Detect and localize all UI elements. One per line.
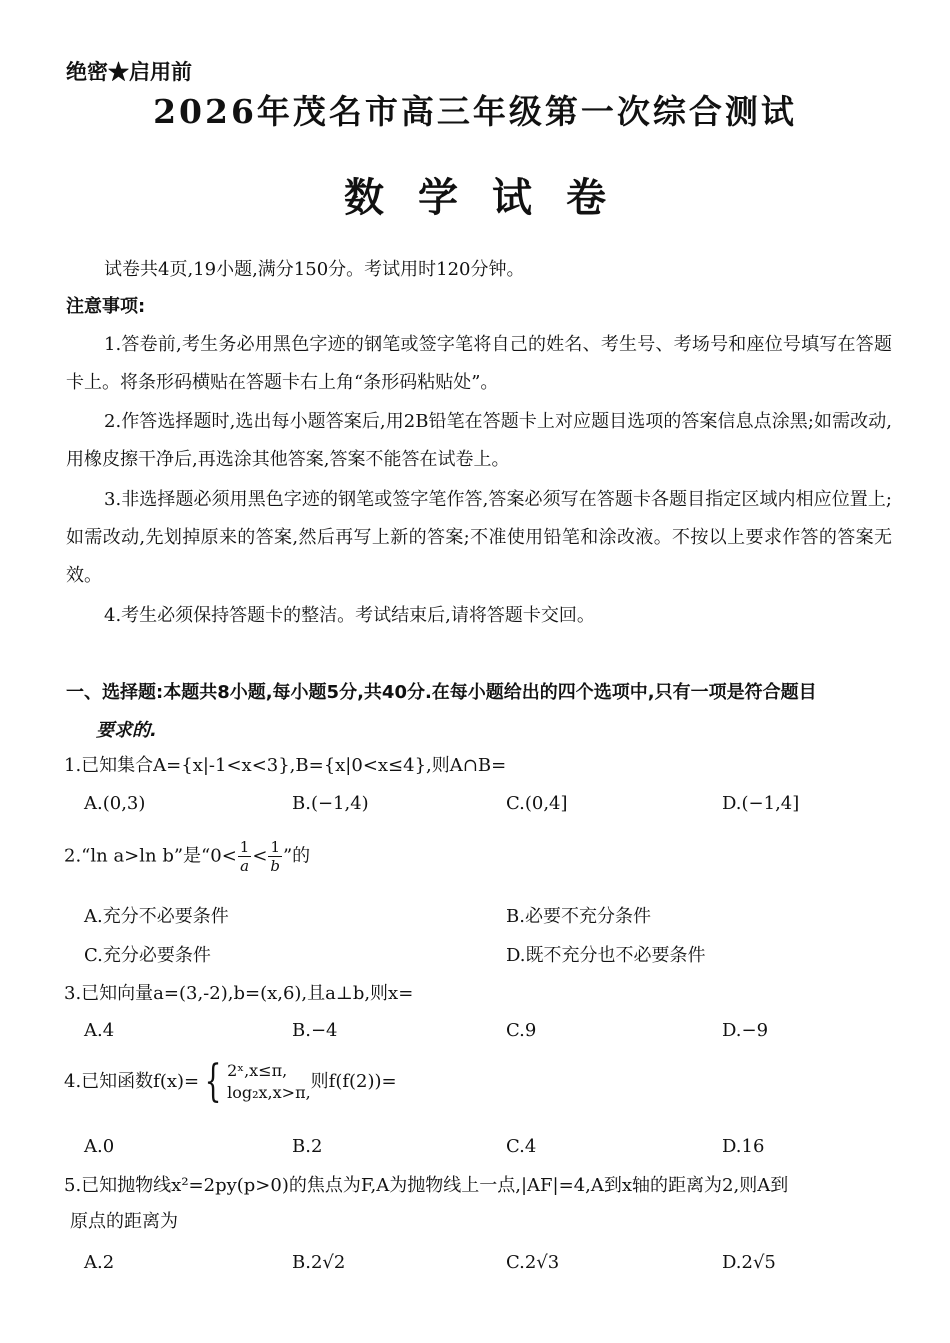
exam-title: 2026年茂名市高三年级第一次综合测试 bbox=[153, 92, 797, 131]
q4-option-b: B.2 bbox=[292, 1136, 323, 1157]
q5-option-c: C.2√3 bbox=[506, 1252, 560, 1273]
note-item: 3.非选择题必须用黑色字迹的钢笔或签字笔作答,答案必须写在答题卡各题目指定区域内相应位置上;如需改动,先划掉原来的答案,然后再写上新的答案;不准使用铅笔和涂改液。不按以上要求作答的答案无效。 bbox=[66, 489, 892, 586]
q5-option-b: B.2√2 bbox=[292, 1252, 346, 1273]
section-heading bbox=[66, 674, 896, 750]
q4-option-c: C.4 bbox=[506, 1136, 537, 1157]
question-1-stem: 1.已知集合A={x|-1<x<3},B={x|0<x≤4},则A∩B= bbox=[64, 755, 507, 776]
q2-option-a: A.充分不必要条件 bbox=[84, 906, 229, 927]
case-2: log₂x,x>π, bbox=[227, 1083, 311, 1102]
q1-option-d: D.(−1,4] bbox=[722, 793, 800, 814]
q4-option-d: D.16 bbox=[722, 1136, 765, 1157]
q3-option-c: C.9 bbox=[506, 1020, 537, 1041]
q2-mid: < bbox=[252, 845, 268, 867]
q1-option-c: C.(0,4] bbox=[506, 793, 568, 814]
question-2-stem bbox=[64, 838, 894, 875]
q5-line2: 原点的距离为 bbox=[70, 1211, 178, 1232]
q3-option-a: A.4 bbox=[84, 1020, 115, 1041]
q5-line1: 5.已知抛物线x²=2py(p>0)的焦点为F,A为抛物线上一点,|AF|=4,A到x轴的距离为2,则A到 bbox=[64, 1175, 789, 1196]
fraction-1-over-a bbox=[238, 838, 252, 875]
q3-option-b: B.−4 bbox=[292, 1020, 338, 1041]
q2-option-c: C.充分必要条件 bbox=[84, 945, 211, 966]
case-1: 2ˣ,x≤π, bbox=[227, 1061, 288, 1080]
question-5-stem bbox=[64, 1168, 894, 1240]
frac-numerator: 1 bbox=[239, 838, 250, 856]
q2-option-b: B.必要不充分条件 bbox=[506, 906, 651, 927]
q3-option-d: D.−9 bbox=[722, 1020, 769, 1041]
section-line1: 一、选择题:本题共8小题,每小题5分,共40分.在每小题给出的四个选项中,只有一项是符合题目 bbox=[66, 682, 817, 703]
piecewise-cases bbox=[227, 1060, 311, 1104]
q4-post: 则f(f(2))= bbox=[310, 1071, 397, 1092]
frac-numerator: 1 bbox=[270, 838, 280, 856]
q4-pre: 4.已知函数f(x)= bbox=[64, 1071, 200, 1092]
note-item: 4.考生必须保持答题卡的整洁。考试结束后,请将答题卡交回。 bbox=[104, 605, 595, 626]
fraction-1-over-b bbox=[268, 838, 282, 875]
note-item: 2.作答选择题时,选出每小题答案后,用2B铅笔在答题卡上对应题目选项的答案信息点涂黑;如需改动,用橡皮擦干净后,再选涂其他答案,答案不能答在试卷上。 bbox=[66, 411, 892, 470]
question-4-stem bbox=[64, 1056, 894, 1107]
question-3-stem: 3.已知向量a=(3,-2),b=(x,6),且a⊥b,则x= bbox=[64, 983, 414, 1004]
q4-option-a: A.0 bbox=[84, 1136, 115, 1157]
frac-denominator: b bbox=[270, 857, 281, 875]
confidential-label: 绝密★启用前 bbox=[66, 59, 192, 84]
section-line2: 要求的. bbox=[96, 720, 157, 741]
q5-option-a: A.2 bbox=[84, 1252, 115, 1273]
subject-title: 数学试卷 bbox=[344, 174, 640, 221]
q1-option-b: B.(−1,4) bbox=[292, 793, 369, 814]
exam-info: 试卷共4页,19小题,满分150分。考试用时120分钟。 bbox=[104, 259, 525, 280]
q2-pre: 2.“ln a>ln b”是“0< bbox=[64, 845, 237, 867]
notes-heading: 注意事项: bbox=[66, 296, 146, 317]
q2-option-d: D.既不充分也不必要条件 bbox=[506, 945, 706, 966]
q2-post: ”的 bbox=[282, 845, 311, 867]
q1-option-a: A.(0,3) bbox=[84, 793, 146, 814]
frac-denominator: a bbox=[240, 857, 250, 875]
q5-option-d: D.2√5 bbox=[722, 1252, 776, 1273]
note-item: 1.答卷前,考生务必用黑色字迹的钢笔或签字笔将自己的姓名、考生号、考场号和座位号填写在答题卡上。将条形码横贴在答题卡右上角“条形码粘贴处”。 bbox=[66, 334, 892, 393]
left-brace: { bbox=[204, 1056, 222, 1107]
